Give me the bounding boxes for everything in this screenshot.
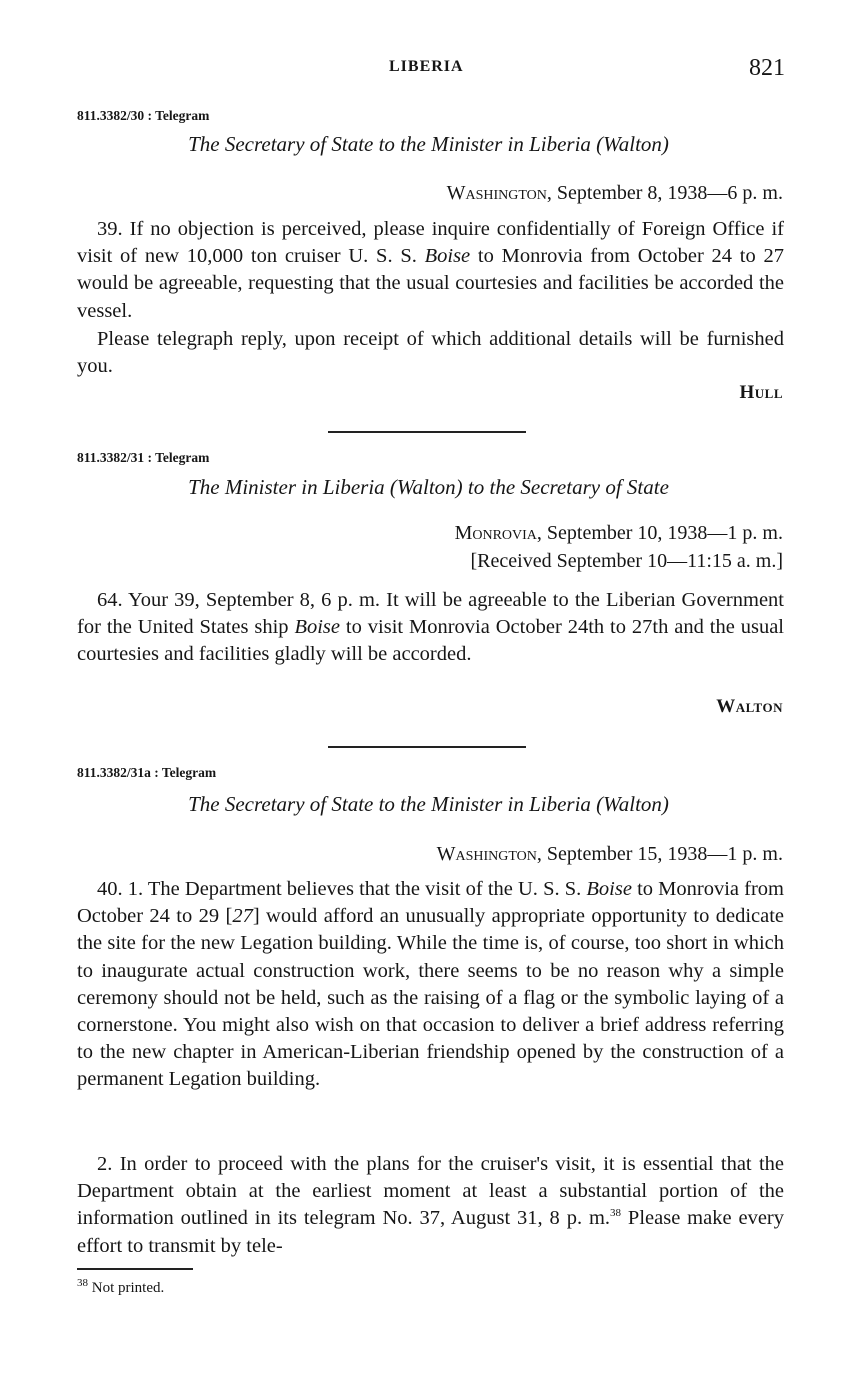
footnote-marker: 38 [77, 1277, 88, 1289]
footnote [77, 1277, 165, 1297]
dateline-date: , September 15, 1938—1 p. m. [536, 843, 783, 865]
document-heading: The Secretary of State to the Minister in Liberia (Walton) [188, 792, 669, 816]
ship-name: Boise [586, 878, 632, 900]
ship-name: Boise [424, 245, 471, 268]
editorial-correction: 27 [232, 905, 253, 928]
dateline [455, 522, 783, 545]
paragraph: 39. If no objection is perceived, please inquire confidentially of Foreign Office if visit of new 10,000 ton cruiser U. S. S. Boise to Monrovia from October 24 to 27 would be agreeable, requesting that the usual courtesies and facilities be accorded the vessel. [77, 218, 784, 322]
paragraph: Please telegraph reply, upon receipt of which additional details will be furnished you. [77, 328, 784, 378]
paragraph: 40. 1. The Department believes that the visit of the U. S. S. Boise to Monrovia from October 24 to 29 [27] would afford an unusually appropriate opportunity to dedicate the site for the new Legation building. While the time is, of course, too short in which to inaugurate actual construction work, there seems to be no reason why a simple ceremony should not be held, such as the raising of a flag or the symbolic laying of a cornerstone. You might also wish on that occasion to deliver a brief address referring to the new chapter in American-Liberian friendship opened by the construction of a permanent Legation building. [77, 878, 785, 1091]
document-heading: The Minister in Liberia (Walton) to the Secretary of State [188, 475, 669, 499]
document-heading: The Secretary of State to the Minister in Liberia (Walton) [188, 132, 669, 156]
section-divider [328, 431, 526, 433]
dateline-date: , September 10, 1938—1 p. m. [536, 522, 783, 544]
dateline-date: , September 8, 1938—6 p. m. [546, 182, 783, 204]
received-note: [Received September 10—11:15 a. m.] [470, 550, 783, 572]
signature: Hull [739, 382, 783, 403]
dateline [447, 182, 783, 205]
ship-name: Boise [294, 616, 340, 639]
dateline-place: Washington [436, 843, 537, 865]
footnote-rule [77, 1268, 193, 1270]
page-number: 821 [749, 55, 785, 81]
section-divider [328, 746, 526, 748]
dateline-place: Washington [446, 182, 547, 204]
paragraph: 2. In order to proceed with the plans for the cruiser's visit, it is essential that the Department obtain at the earliest moment at least a substantial portion of the information outlined in its telegram No. 37, August 31, 8 p. m.$^{38}$ Please make every effort to transmit by tele- [77, 1153, 784, 1257]
file-number: 811.3382/30 : Telegram [77, 108, 210, 123]
running-title: LIBERIA [389, 58, 464, 75]
footnote-text: Not printed. [88, 1280, 165, 1296]
footnote-ref: 38 [610, 1207, 622, 1220]
file-number: 811.3382/31a : Telegram [77, 765, 217, 780]
file-number: 811.3382/31 : Telegram [77, 450, 210, 465]
dateline-place: Monrovia [454, 522, 537, 544]
signature: Walton [716, 696, 783, 717]
paragraph: 64. Your 39, September 8, 6 p. m. It will be agreeable to the Liberian Government for the United States ship Boise to visit Monrovia October 24th to 27th and the usual courtesies and facilities gladly will be accorded. [77, 589, 785, 666]
dateline [437, 843, 783, 866]
